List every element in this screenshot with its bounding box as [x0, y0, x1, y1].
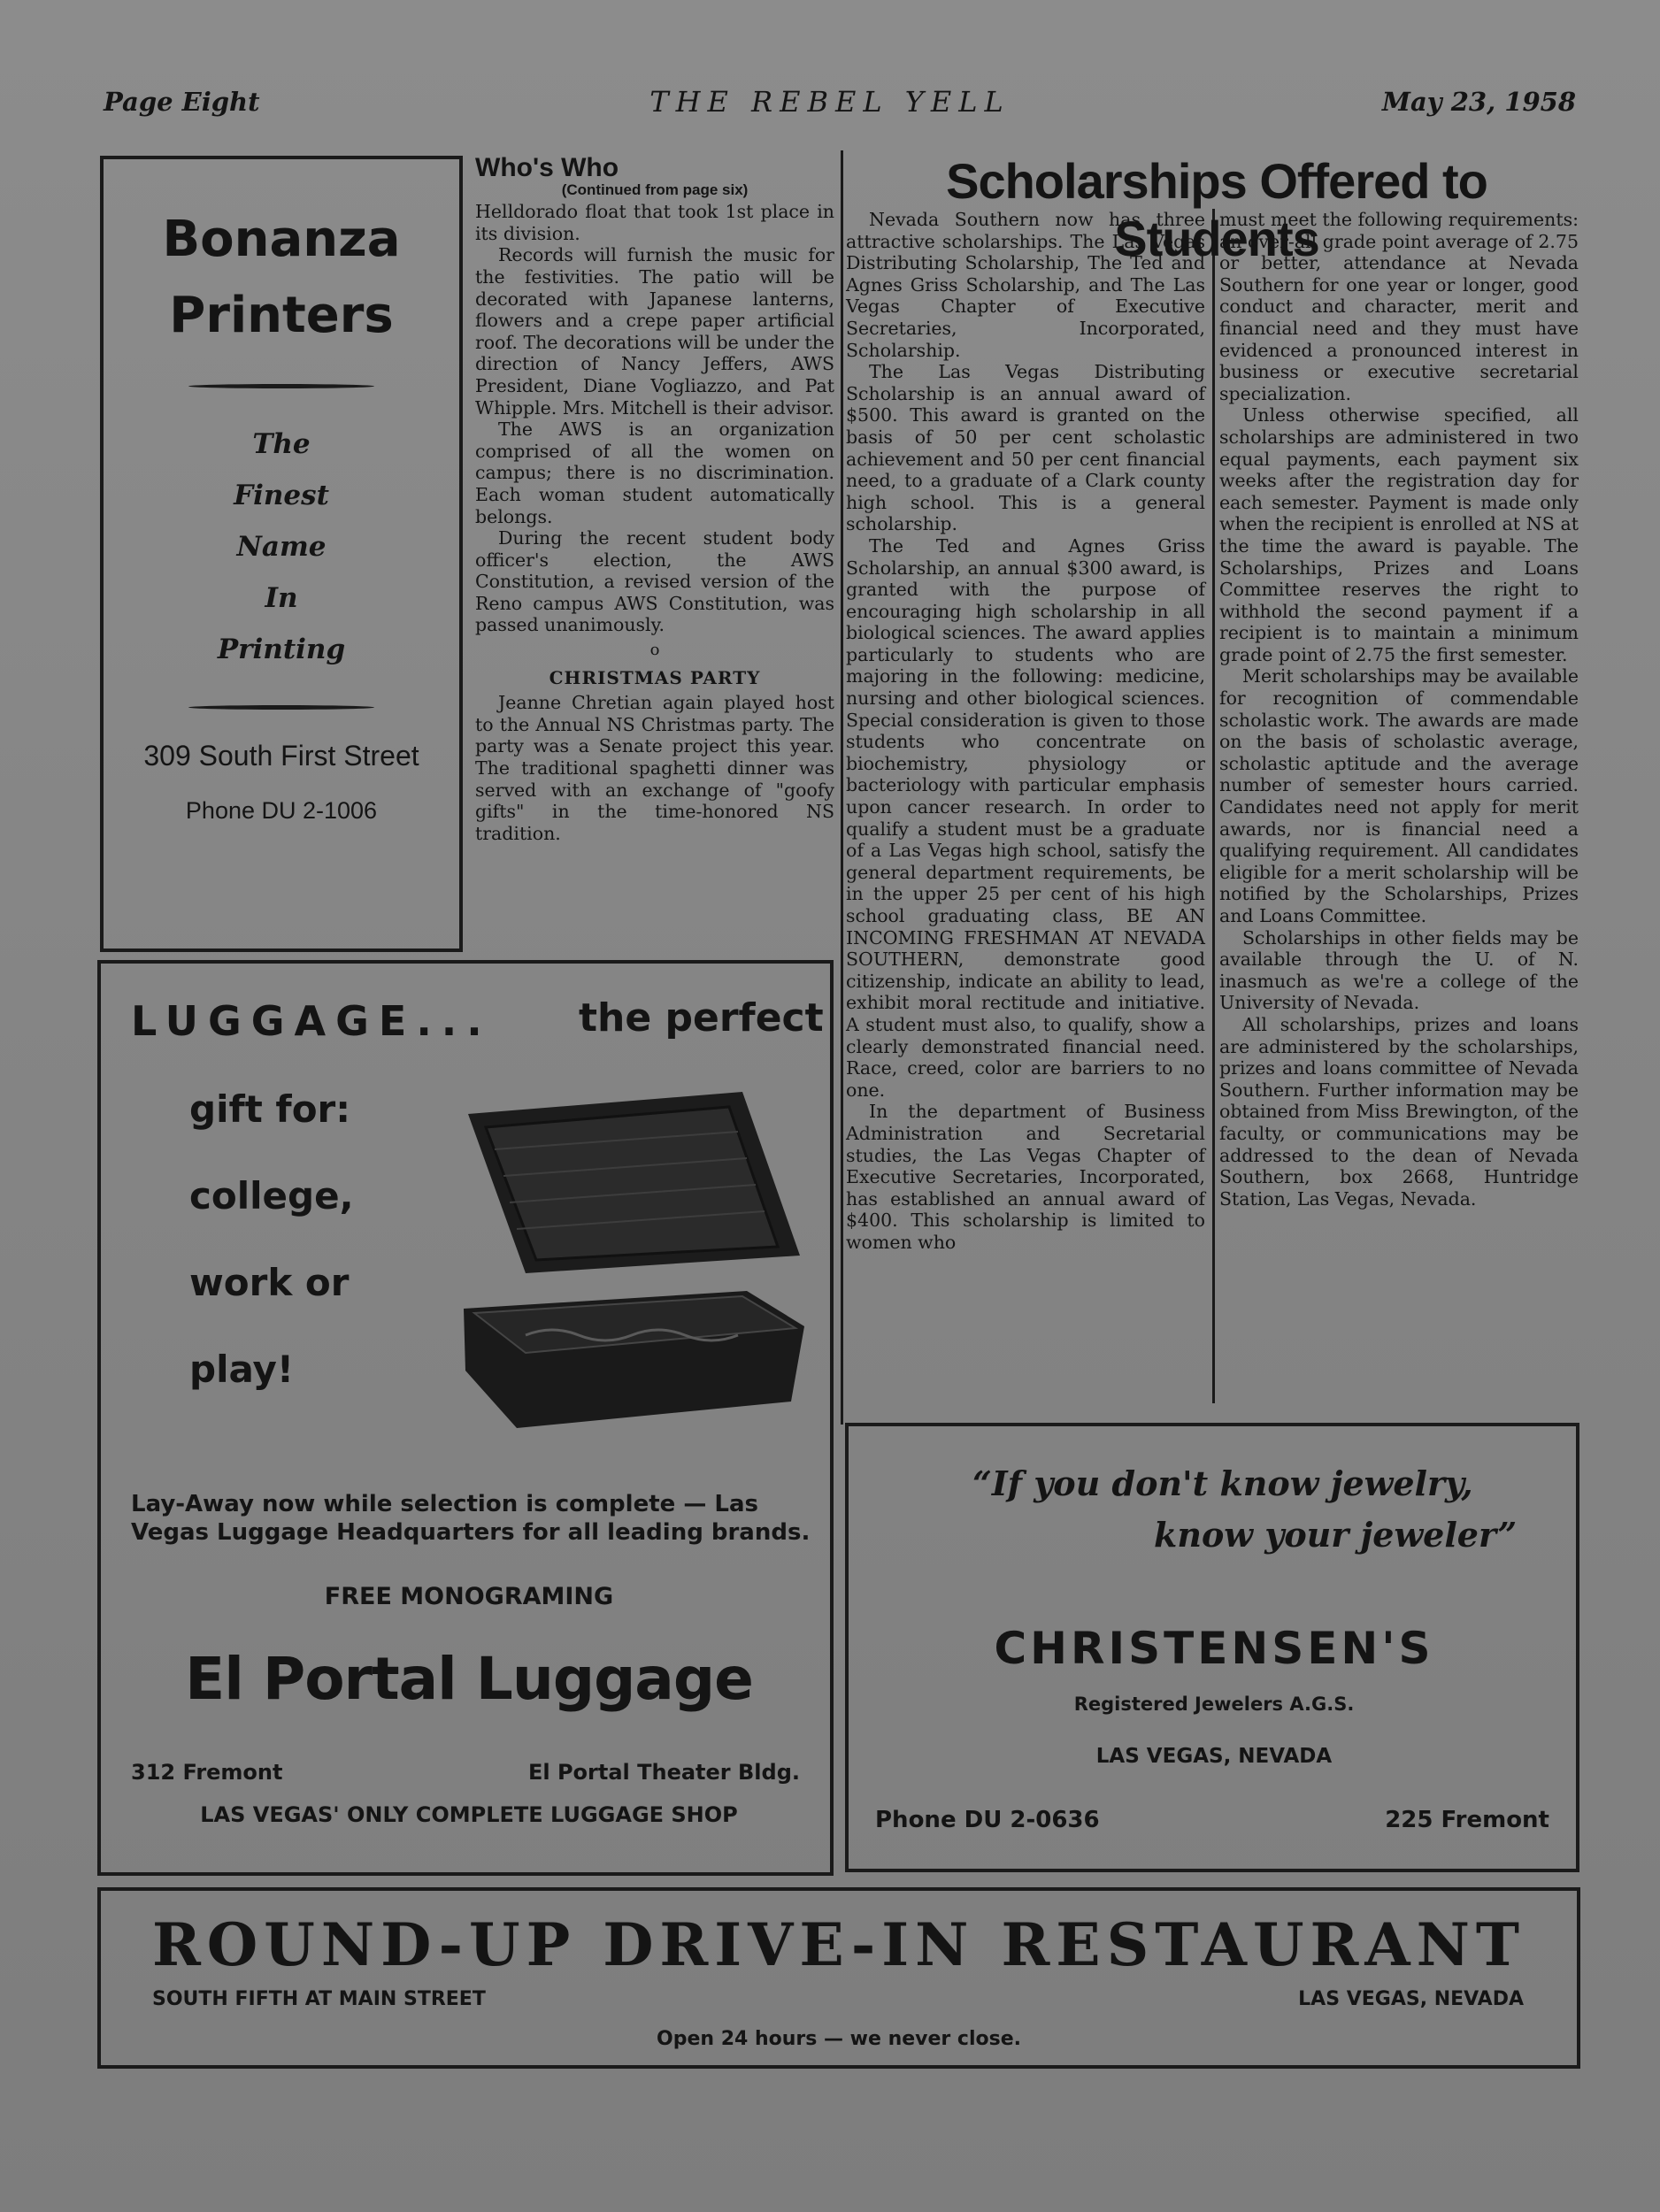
issue-date: May 23, 1958	[1381, 87, 1576, 117]
article-paragraph: During the recent student body officer's election, the AWS Constitution, a revised version of the Reno campus AWS Constitution, was passed unanimously.	[475, 527, 834, 636]
ornamental-rule	[188, 705, 374, 710]
bonanza-name-line1: Bonanza	[162, 211, 401, 268]
tagline-word: In	[265, 582, 298, 614]
article-paragraph: Helldorado float that took 1st place in its division.	[475, 201, 834, 244]
article-paragraph: must meet the following requirements: an over-all grade point average of 2.75 or better, attendance at Nevada Southern for one year or longer, good conduct and character, merit and financial need and they must have evidenced a pronounced interest in business or executive secretarial specialization.	[1219, 209, 1579, 404]
luggage-headline-tail: the perfect	[579, 995, 824, 1041]
jeweler-quote-line1: “If you don't know jewelry,	[972, 1463, 1473, 1503]
luggage-line: college,	[189, 1174, 354, 1217]
bonanza-address: 309 South First Street	[143, 740, 419, 772]
free-monograming: FREE MONOGRAMING	[324, 1583, 614, 1610]
whos-who-title: Who's Who	[475, 153, 619, 182]
ornamental-rule	[188, 384, 374, 388]
store-name: El Portal Luggage	[185, 1645, 753, 1713]
jeweler-name: CHRISTENSEN'S	[994, 1623, 1434, 1674]
continued-note: (Continued from page six)	[561, 180, 749, 198]
article-paragraph: All scholarships, prizes and loans are administered by the scholarships, prizes and loans committee of Nevada Southern. Further information may be obtained from Miss Brewington, of the faculty, or communications may be addressed to the dean of Nevada Southern, box 2668, Huntridge Station, Las Vegas, Nevada.	[1219, 1013, 1579, 1210]
jeweler-city: LAS VEGAS, NEVADA	[1095, 1745, 1333, 1768]
paper-name: THE REBEL YELL	[649, 85, 1011, 119]
whos-who-article	[475, 153, 834, 844]
tagline-word: Printing	[217, 634, 346, 665]
column-rule	[1212, 209, 1215, 1403]
open-suitcase-illustration	[455, 1087, 809, 1432]
jeweler-phone: Phone DU 2-0636	[875, 1807, 1100, 1833]
store-slogan: LAS VEGAS' ONLY COMPLETE LUGGAGE SHOP	[200, 1802, 738, 1827]
bonanza-name	[104, 202, 459, 354]
bonanza-name-line2: Printers	[169, 287, 394, 344]
store-building: El Portal Theater Bldg.	[527, 1760, 800, 1785]
tagline-word: The	[252, 428, 311, 460]
scholarships-headline: Scholarships Offered to Students	[946, 153, 1487, 266]
luggage-headline: LUGGAGE...	[131, 997, 492, 1045]
bonanza-printers-ad	[100, 156, 463, 952]
jeweler-registered: Registered Jewelers A.G.S.	[1073, 1694, 1355, 1715]
page-label: Page Eight	[104, 87, 260, 117]
column-rule	[841, 150, 843, 1425]
section-ornament: o	[649, 641, 660, 660]
article-paragraph: Scholarships in other fields may be available through the U. of N. inasmuch as we're a college of the University of Nevada.	[1219, 926, 1579, 1014]
restaurant-name: ROUND-UP DRIVE-IN RESTAURANT	[151, 1910, 1526, 1979]
luggage-line: play!	[189, 1348, 295, 1391]
article-paragraph: Nevada Southern now has three attractive scholarships. The Las Vegas Distributing Scholarship, The Ted and Agnes Griss Scholarship, and The Las Vegas Chapter of Executive Secretaries, Incorporated, Scholarship.	[846, 209, 1205, 361]
article-paragraph: Unless otherwise specified, all scholarships are administered in two equal payments, each payment six weeks after the registration day for each semester. Payment is made only when the recipient is enrolled at NS at the time the award is payable. The Scholarships, Prizes and Loans Committee reserves the right to withhold the second payment if a recipient is to maintain a minimum grade point of 2.75 the first semester.	[1219, 404, 1579, 665]
christmas-party-subhead: CHRISTMAS PARTY	[549, 666, 761, 688]
scholarships-column-1	[846, 209, 1205, 1254]
bonanza-tagline	[104, 419, 459, 675]
jeweler-quote-line2: know your jeweler”	[1154, 1515, 1518, 1555]
article-paragraph: The Las Vegas Distributing Scholarship is an annual award of $500. This award is granted on the basis of 50 per cent scholastic achievement and 50 per cent financial need, to a graduate of a Clark county high school. This is a general scholarship.	[846, 361, 1205, 535]
tagline-word: Finest	[234, 480, 329, 511]
article-paragraph: Jeanne Chretian again played host to the Annual NS Christmas party. The party was a Senate project this year. The traditional spaghetti dinner was served with an exchange of "goofy gifts" in the time-honored NS tradition.	[475, 692, 834, 844]
article-paragraph: Merit scholarships may be available for recognition of commendable scholastic work. The awards are made on the basis of scholastic average, scholastic aptitude and the average number of semester hours carried. Candidates need not apply for merit awards, nor is financial need a qualifying requirement. All candidates eligible for a merit scholarship will be notified by the Scholarships, Prizes and Loans Committee.	[1219, 665, 1579, 926]
tagline-word: Name	[236, 531, 327, 563]
luggage-line: gift for:	[189, 1087, 351, 1131]
article-paragraph: Records will furnish the music for the festivities. The patio will be decorated with Japanese lanterns, flowers and a crepe paper artificial roof. The decorations will be under the direction of Nancy Jeffers, AWS President, Diane Vogliazzo, and Pat Whipple. Mrs. Mitchell is their advisor.	[475, 244, 834, 419]
restaurant-location: SOUTH FIFTH AT MAIN STREET	[152, 1988, 486, 2010]
christensens-jeweler-ad	[845, 1423, 1579, 1872]
restaurant-city: LAS VEGAS, NEVADA	[1298, 1988, 1524, 2010]
article-paragraph: The AWS is an organization comprised of all the women on campus; there is no discrimination. Each woman student automatically belongs.	[475, 419, 834, 527]
el-portal-luggage-ad	[97, 960, 834, 1876]
luggage-line: work or	[189, 1261, 350, 1304]
jeweler-address: 225 Fremont	[1385, 1807, 1549, 1833]
restaurant-hours: Open 24 hours — we never close.	[657, 2028, 1021, 2050]
bonanza-phone: Phone DU 2-1006	[185, 797, 378, 824]
article-paragraph: In the department of Business Administration and Secretarial studies, the Las Vegas Chapter of Executive Secretaries, Incorporated, has established an annual award of $400. This scholarship is limited to women who	[846, 1101, 1205, 1253]
roundup-restaurant-ad	[97, 1887, 1580, 2069]
scholarships-column-2	[1219, 209, 1579, 1210]
article-paragraph: The Ted and Agnes Griss Scholarship, an annual $300 award, is granted with the purpose of encouraging high scholarship in all biological sciences. The award applies particularly to students who are majoring in the following: medicine, nursing and other biological sciences. Special consideration is given to those students who concentrate on biochemistry, physiology or bacteriology with particular emphasis upon cancer research. In order to qualify a student must be a graduate of a Las Vegas high school, satisfy the general department requirements, be in the upper 25 per cent of his high school graduating class, BE AN INCOMING FRESHMAN AT NEVADA SOUTHERN, demonstrate good citizenship, indicate an ability to lead, exhibit moral rectitude and initiative. A student must also, to qualify, show a clearly demonstrated financial need. Race, creed, color are barriers to no one.	[846, 534, 1205, 1101]
layaway-text: Lay-Away now while selection is complete — Las Vegas Luggage Headquarters for all leading brands.	[131, 1491, 811, 1546]
store-address: 312 Fremont	[131, 1760, 283, 1785]
